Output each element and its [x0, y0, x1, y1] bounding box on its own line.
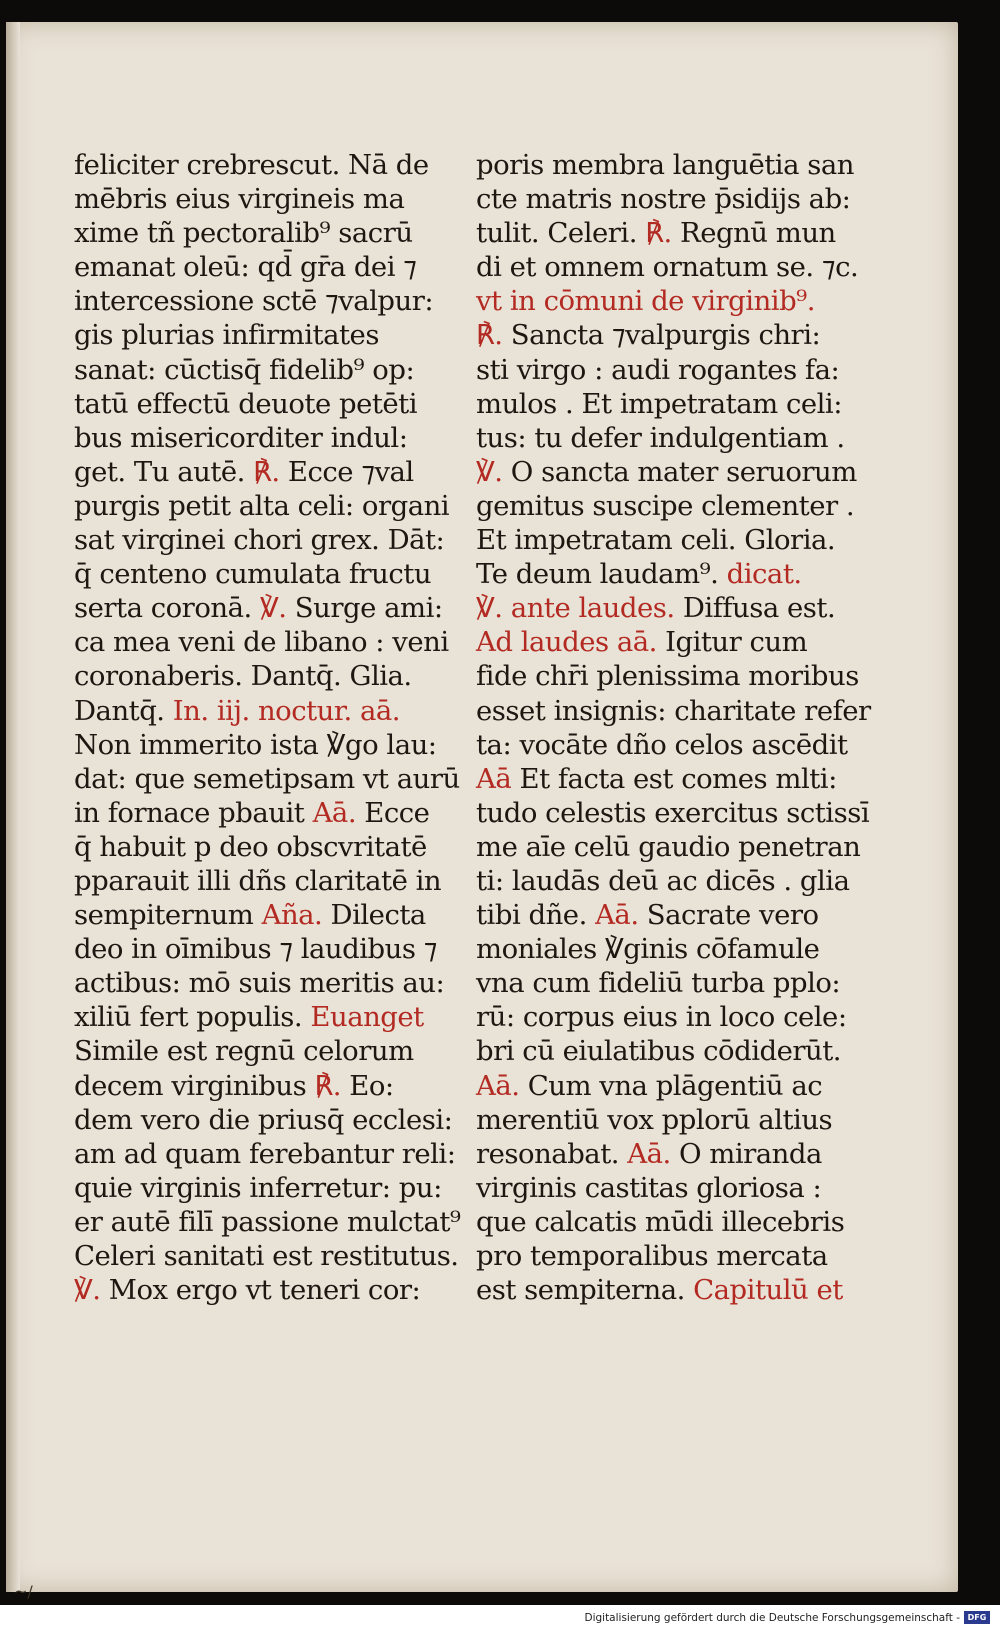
rubric-text: ℣.: [476, 455, 503, 488]
text-run: coronaberis. Dantq̄. Glia.: [74, 660, 412, 693]
text-line: [476, 284, 886, 318]
rubric-text: Ad laudes aā.: [476, 626, 657, 659]
text-line: [74, 1171, 474, 1205]
text-line: [74, 625, 474, 659]
rubric-text: vt in cōmuni de virginib⁹.: [476, 285, 815, 318]
text-run: tibi dñe.: [476, 899, 596, 932]
text-line: [74, 659, 474, 693]
text-run: tatū effectū deuote petēti: [74, 387, 418, 420]
text-line: [476, 318, 886, 352]
text-line: [74, 455, 474, 489]
text-line: [476, 1069, 886, 1103]
text-line: [74, 489, 474, 523]
text-line: [74, 694, 474, 728]
text-run: tulit. Celeri.: [476, 217, 646, 250]
text-line: [74, 830, 474, 864]
rubric-text: dicat.: [726, 558, 802, 591]
text-run: actibus: mō suis meritis au:: [74, 967, 445, 1000]
funding-credit: Digitalisierung gefördert durch die Deutsche Forschungsgemeinschaft -: [584, 1612, 960, 1624]
text-line: [74, 421, 474, 455]
text-line: [74, 1069, 474, 1103]
rubric-text: In. iij. noctur. aā.: [172, 694, 401, 727]
text-line: [74, 1273, 474, 1307]
text-line: [74, 762, 474, 796]
rubric-text: ℟.: [476, 319, 503, 352]
rubric-text: Aā: [476, 762, 512, 795]
rubric-text: ℟.: [253, 455, 280, 488]
text-line: [74, 1137, 474, 1171]
text-run: xiliū fert populis.: [74, 1001, 311, 1034]
text-run: Surge ami:: [286, 592, 443, 625]
text-run: Sacrate vero: [638, 899, 819, 932]
text-run: in fornace pbauit: [74, 796, 313, 829]
text-run: Diffusa est.: [674, 592, 836, 625]
rubric-text: Capitulū et: [693, 1274, 843, 1307]
text-run: Regnū mun: [671, 217, 836, 250]
text-run: emanat oleū: qd̄ gr̄a dei ⁊: [74, 251, 417, 284]
rubric-text: Aā.: [627, 1137, 671, 1170]
text-line: [74, 591, 474, 625]
text-line: [476, 694, 886, 728]
text-run: deo in oīmibus ⁊ laudibus ⁊: [74, 933, 437, 966]
text-run: purgis petit alta celi: organi: [74, 489, 450, 522]
rubric-text: ℣.: [74, 1274, 101, 1307]
text-run: Igitur cum: [656, 626, 808, 659]
rubric-text: Aā.: [595, 899, 639, 932]
text-run: Dilecta: [322, 899, 426, 932]
text-run: O miranda: [670, 1137, 822, 1170]
left-text-column: [74, 148, 474, 1307]
text-run: dat: que semetipsam vt aurū: [74, 762, 460, 795]
text-line: [74, 1000, 474, 1034]
text-run: O sancta mater seruorum: [502, 455, 857, 488]
text-line: [74, 523, 474, 557]
text-line: [74, 1034, 474, 1068]
text-run: decem virginibus: [74, 1069, 315, 1102]
text-line: [74, 1239, 474, 1273]
text-run: rū: corpus eius in loco cele:: [476, 1001, 847, 1034]
text-run: quie virginis inferretur: pu:: [74, 1171, 442, 1204]
text-line: [74, 318, 474, 352]
dfg-logo: DFG: [964, 1611, 990, 1624]
text-run: me aīe celū gaudio penetran: [476, 830, 861, 863]
text-run: bri cū eiulatibus cōdiderūt.: [476, 1035, 842, 1068]
text-line: [476, 625, 886, 659]
text-line: [476, 659, 886, 693]
text-line: [476, 830, 886, 864]
text-line: [476, 523, 886, 557]
text-run: esset insignis: charitate refer: [476, 694, 871, 727]
text-run: gis plurias infirmitates: [74, 319, 379, 352]
rubric-text: ℣. ante laudes.: [476, 592, 675, 625]
text-line: [74, 966, 474, 1000]
text-run: mulos . Et impetratam celi:: [476, 387, 842, 420]
text-run: xime tñ pectoralib⁹ sacrū: [74, 217, 413, 250]
text-run: moniales ℣ginis cōfamule: [476, 933, 820, 966]
text-run: cte matris nostre p̄sidijs ab:: [476, 183, 851, 216]
text-line: [476, 1239, 886, 1273]
text-line: [476, 1000, 886, 1034]
text-run: sat virginei chori grex. Dāt:: [74, 524, 445, 557]
text-run: tus: tu defer indulgentiam .: [476, 421, 845, 454]
text-run: serta coronā.: [74, 592, 260, 625]
text-run: tudo celestis exercitus sctissī: [476, 796, 870, 829]
text-line: [74, 353, 474, 387]
text-line: [74, 1103, 474, 1137]
text-run: Sancta ⁊valpurgis chri:: [502, 319, 821, 352]
text-run: Et facta est comes mlti:: [511, 762, 837, 795]
text-run: gemitus suscipe clementer .: [476, 489, 855, 522]
text-line: [476, 1103, 886, 1137]
text-run: fide chr̄i plenissima moribus: [476, 660, 859, 693]
text-run: virginis castitas gloriosa :: [476, 1171, 822, 1204]
text-run: Ecce: [356, 796, 430, 829]
text-line: [476, 353, 886, 387]
text-line: [476, 148, 886, 182]
text-run: Simile est regnū celorum: [74, 1035, 414, 1068]
text-run: pro temporalibus mercata: [476, 1240, 828, 1272]
text-run: mēbris eius virgineis ma: [74, 183, 405, 216]
text-line: [476, 455, 886, 489]
text-line: [74, 898, 474, 932]
text-run: sempiternum: [74, 899, 262, 932]
text-run: Eo:: [341, 1069, 394, 1102]
text-line: [476, 1205, 886, 1239]
text-run: poris membra languētia san: [476, 149, 854, 181]
text-run: ca mea veni de libano : veni: [74, 626, 449, 659]
text-line: [476, 216, 886, 250]
text-run: Dantq̄.: [74, 694, 173, 727]
text-run: ta: vocāte dño celos ascēdit: [476, 728, 848, 761]
page-signature-mark: ~/: [14, 1582, 33, 1601]
text-line: [74, 932, 474, 966]
text-line: [74, 557, 474, 591]
text-line: [476, 762, 886, 796]
text-run: pparauit illi dñs claritatē in: [74, 864, 442, 897]
text-run: ti: laudās deū ac dicēs . glia: [476, 864, 850, 897]
text-line: [74, 216, 474, 250]
text-line: [74, 284, 474, 318]
text-run: Ecce ⁊val: [279, 455, 414, 488]
text-line: [476, 898, 886, 932]
text-run: dem vero die priusq̄ ecclesi:: [74, 1103, 453, 1136]
text-run: Celeri sanitati est restitutus.: [74, 1240, 459, 1272]
rubric-text: ℣.: [259, 592, 287, 625]
text-line: [476, 966, 886, 1000]
text-run: sanat: cūctisq̄ fidelib⁹ op:: [74, 353, 415, 386]
text-line: [476, 489, 886, 523]
text-run: sti virgo : audi rogantes fa:: [476, 353, 840, 386]
rubric-text: Aā.: [312, 796, 357, 829]
text-run: Et impetratam celi. Gloria.: [476, 524, 836, 557]
text-run: Non immerito ista ℣go lau:: [74, 728, 437, 761]
text-run: Mox ergo vt teneri cor:: [100, 1274, 421, 1307]
rubric-text: Aña.: [261, 899, 323, 932]
text-line: [476, 250, 886, 284]
text-run: vna cum fideliū turba pplo:: [476, 967, 841, 1000]
text-line: [74, 796, 474, 830]
text-line: [476, 557, 886, 591]
page-gutter-shadow: [6, 22, 20, 1592]
text-line: [476, 182, 886, 216]
right-text-column: [476, 148, 886, 1307]
text-run: intercessione sctē ⁊valpur:: [74, 285, 434, 318]
text-line: [74, 387, 474, 421]
text-run: que calcatis mūdi illecebris: [476, 1205, 845, 1238]
text-run: bus misericorditer indul:: [74, 421, 408, 454]
text-line: [476, 728, 886, 762]
text-run: q̄ habuit p deo obscvritatē: [74, 830, 427, 863]
text-line: [476, 1034, 886, 1068]
text-run: am ad quam ferebantur reli:: [74, 1137, 456, 1170]
text-run: est sempiterna.: [476, 1274, 694, 1307]
text-line: [74, 728, 474, 762]
text-line: [74, 864, 474, 898]
text-run: resonabat.: [476, 1137, 628, 1170]
text-line: [476, 1171, 886, 1205]
text-run: di et omnem ornatum se. ⁊c.: [476, 251, 859, 284]
rubric-text: ℟.: [645, 217, 672, 250]
text-line: [74, 182, 474, 216]
text-line: [476, 1137, 886, 1171]
text-line: [74, 148, 474, 182]
text-line: [476, 864, 886, 898]
text-line: [476, 796, 886, 830]
text-run: q̄ centeno cumulata fructu: [74, 558, 432, 591]
text-run: Cum vna plāgentiū ac: [519, 1069, 823, 1102]
text-run: merentiū vox pplorū altius: [476, 1103, 833, 1136]
text-run: er autē filī passione mulctat⁹: [74, 1205, 461, 1238]
rubric-text: Euanget: [310, 1001, 424, 1034]
text-line: [476, 591, 886, 625]
text-line: [476, 932, 886, 966]
text-line: [476, 421, 886, 455]
text-line: [74, 1205, 474, 1239]
text-run: Te deum laudam⁹.: [476, 558, 727, 591]
text-run: get. Tu autē.: [74, 455, 254, 488]
text-line: [476, 1273, 886, 1307]
text-line: [476, 387, 886, 421]
text-line: [74, 250, 474, 284]
rubric-text: Aā.: [476, 1069, 520, 1102]
text-run: feliciter crebrescut. Nā de: [74, 149, 429, 181]
rubric-text: ℟.: [314, 1069, 341, 1102]
